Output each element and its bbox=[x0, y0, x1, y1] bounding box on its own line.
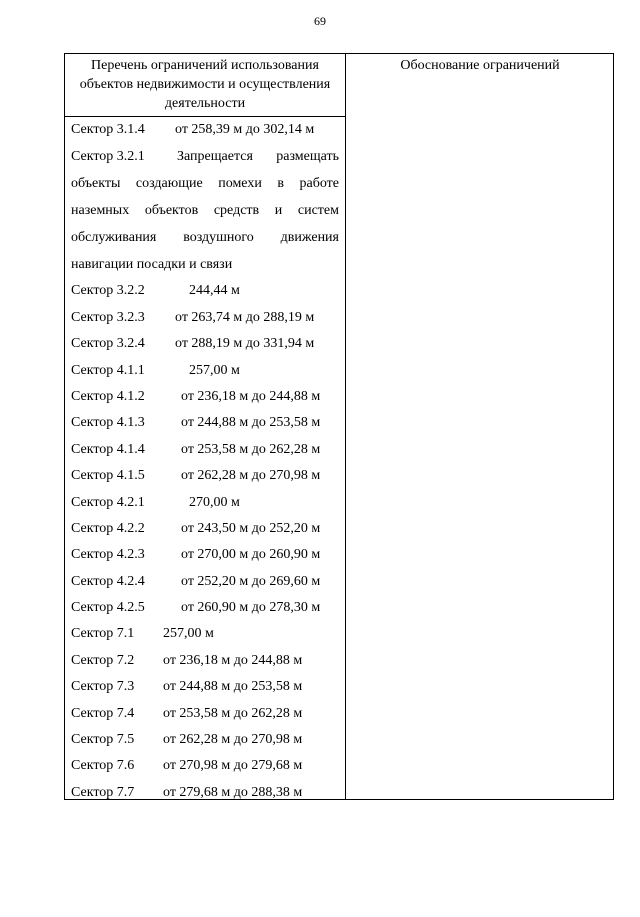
row-value: от 253,58 м до 262,28 м bbox=[181, 441, 321, 457]
row-label: Сектор 7.7 bbox=[71, 784, 135, 800]
row-label: Сектор 3.2.2 bbox=[71, 283, 145, 299]
row-value: от 236,18 м до 244,88 м bbox=[181, 388, 321, 404]
row-label: Сектор 4.1.2 bbox=[71, 388, 145, 404]
table-row bbox=[71, 305, 339, 331]
row-label: Сектор 3.1.4 bbox=[71, 122, 145, 137]
table-row bbox=[71, 384, 339, 410]
row-value: от 263,74 м до 288,19 м bbox=[175, 309, 315, 325]
row-value: 257,00 м bbox=[189, 362, 240, 378]
table-row bbox=[71, 595, 339, 621]
row-label: Сектор 4.2.5 bbox=[71, 600, 145, 616]
row-value: от 236,18 м до 244,88 м bbox=[163, 652, 303, 668]
rows-column bbox=[71, 117, 339, 806]
table-row bbox=[71, 727, 339, 753]
row-label: Сектор 4.2.4 bbox=[71, 573, 145, 589]
row-value: от 253,58 м до 262,28 м bbox=[163, 705, 303, 721]
table-row bbox=[71, 648, 339, 674]
table-row bbox=[71, 621, 339, 647]
table-row bbox=[71, 278, 339, 304]
row-value: 244,44 м bbox=[189, 283, 240, 299]
row-value: от 260,90 м до 278,30 м bbox=[181, 600, 321, 616]
row-label: Сектор 4.2.2 bbox=[71, 520, 145, 536]
column-divider bbox=[345, 54, 346, 799]
table-row bbox=[71, 516, 339, 542]
row-value: от 244,88 м до 253,58 м bbox=[163, 679, 303, 695]
restriction-paragraph bbox=[71, 143, 339, 278]
paragraph-text: Запрещается размещать объекты создающие помехи в работе наземных объектов средств и систем обслуживания воздушного движения навигации посадки и связи bbox=[71, 149, 339, 273]
restrictions-table bbox=[64, 53, 614, 800]
paragraph-label: Сектор 3.2.1 bbox=[71, 149, 145, 165]
table-row bbox=[71, 753, 339, 779]
row-value: от 252,20 м до 269,60 м bbox=[181, 573, 321, 589]
table-row bbox=[71, 117, 339, 143]
row-value: от 243,50 м до 252,20 м bbox=[181, 520, 321, 536]
row-value: от 262,28 м до 270,98 м bbox=[181, 468, 321, 484]
row-label: Сектор 4.1.4 bbox=[71, 441, 145, 457]
header-right: Обоснование ограничений bbox=[400, 58, 560, 73]
row-label: Сектор 4.1.1 bbox=[71, 362, 145, 378]
table-row bbox=[71, 358, 339, 384]
table-row bbox=[71, 569, 339, 595]
row-value: от 270,98 м до 279,68 м bbox=[163, 758, 303, 774]
row-label: Сектор 4.1.5 bbox=[71, 468, 145, 484]
row-label: Сектор 7.2 bbox=[71, 652, 135, 668]
row-label: Сектор 4.1.3 bbox=[71, 415, 145, 431]
row-label: Сектор 4.2.1 bbox=[71, 494, 145, 510]
row-label: Сектор 7.4 bbox=[71, 705, 135, 721]
row-label: Сектор 3.2.3 bbox=[71, 309, 145, 325]
row-value: от 288,19 м до 331,94 м bbox=[175, 336, 315, 352]
row-value: 257,00 м bbox=[163, 626, 214, 642]
row-label: Сектор 4.2.3 bbox=[71, 547, 145, 563]
table-row bbox=[71, 674, 339, 700]
row-value: от 270,00 м до 260,90 м bbox=[181, 547, 321, 563]
sector-list bbox=[71, 278, 339, 806]
row-label: Сектор 7.6 bbox=[71, 758, 135, 774]
table-row bbox=[71, 701, 339, 727]
row-value: от 244,88 м до 253,58 м bbox=[181, 415, 321, 431]
page-number: 69 bbox=[314, 14, 326, 28]
row-label: Сектор 7.3 bbox=[71, 679, 135, 695]
table-row bbox=[71, 780, 339, 806]
table-row bbox=[71, 542, 339, 568]
row-label: Сектор 7.1 bbox=[71, 626, 135, 642]
table-row bbox=[71, 490, 339, 516]
row-value: от 258,39 м до 302,14 м bbox=[175, 122, 315, 137]
table-row bbox=[71, 331, 339, 357]
row-value: от 279,68 м до 288,38 м bbox=[163, 784, 303, 800]
row-label: Сектор 7.5 bbox=[71, 732, 135, 748]
row-value: от 262,28 м до 270,98 м bbox=[163, 732, 303, 748]
table-row bbox=[71, 437, 339, 463]
table-row bbox=[71, 410, 339, 436]
row-label: Сектор 3.2.4 bbox=[71, 336, 145, 352]
header-left: Перечень ограничений использования объектов недвижимости и осуществления деятельности bbox=[79, 58, 331, 111]
row-value: 270,00 м bbox=[189, 494, 240, 510]
table-row bbox=[71, 463, 339, 489]
